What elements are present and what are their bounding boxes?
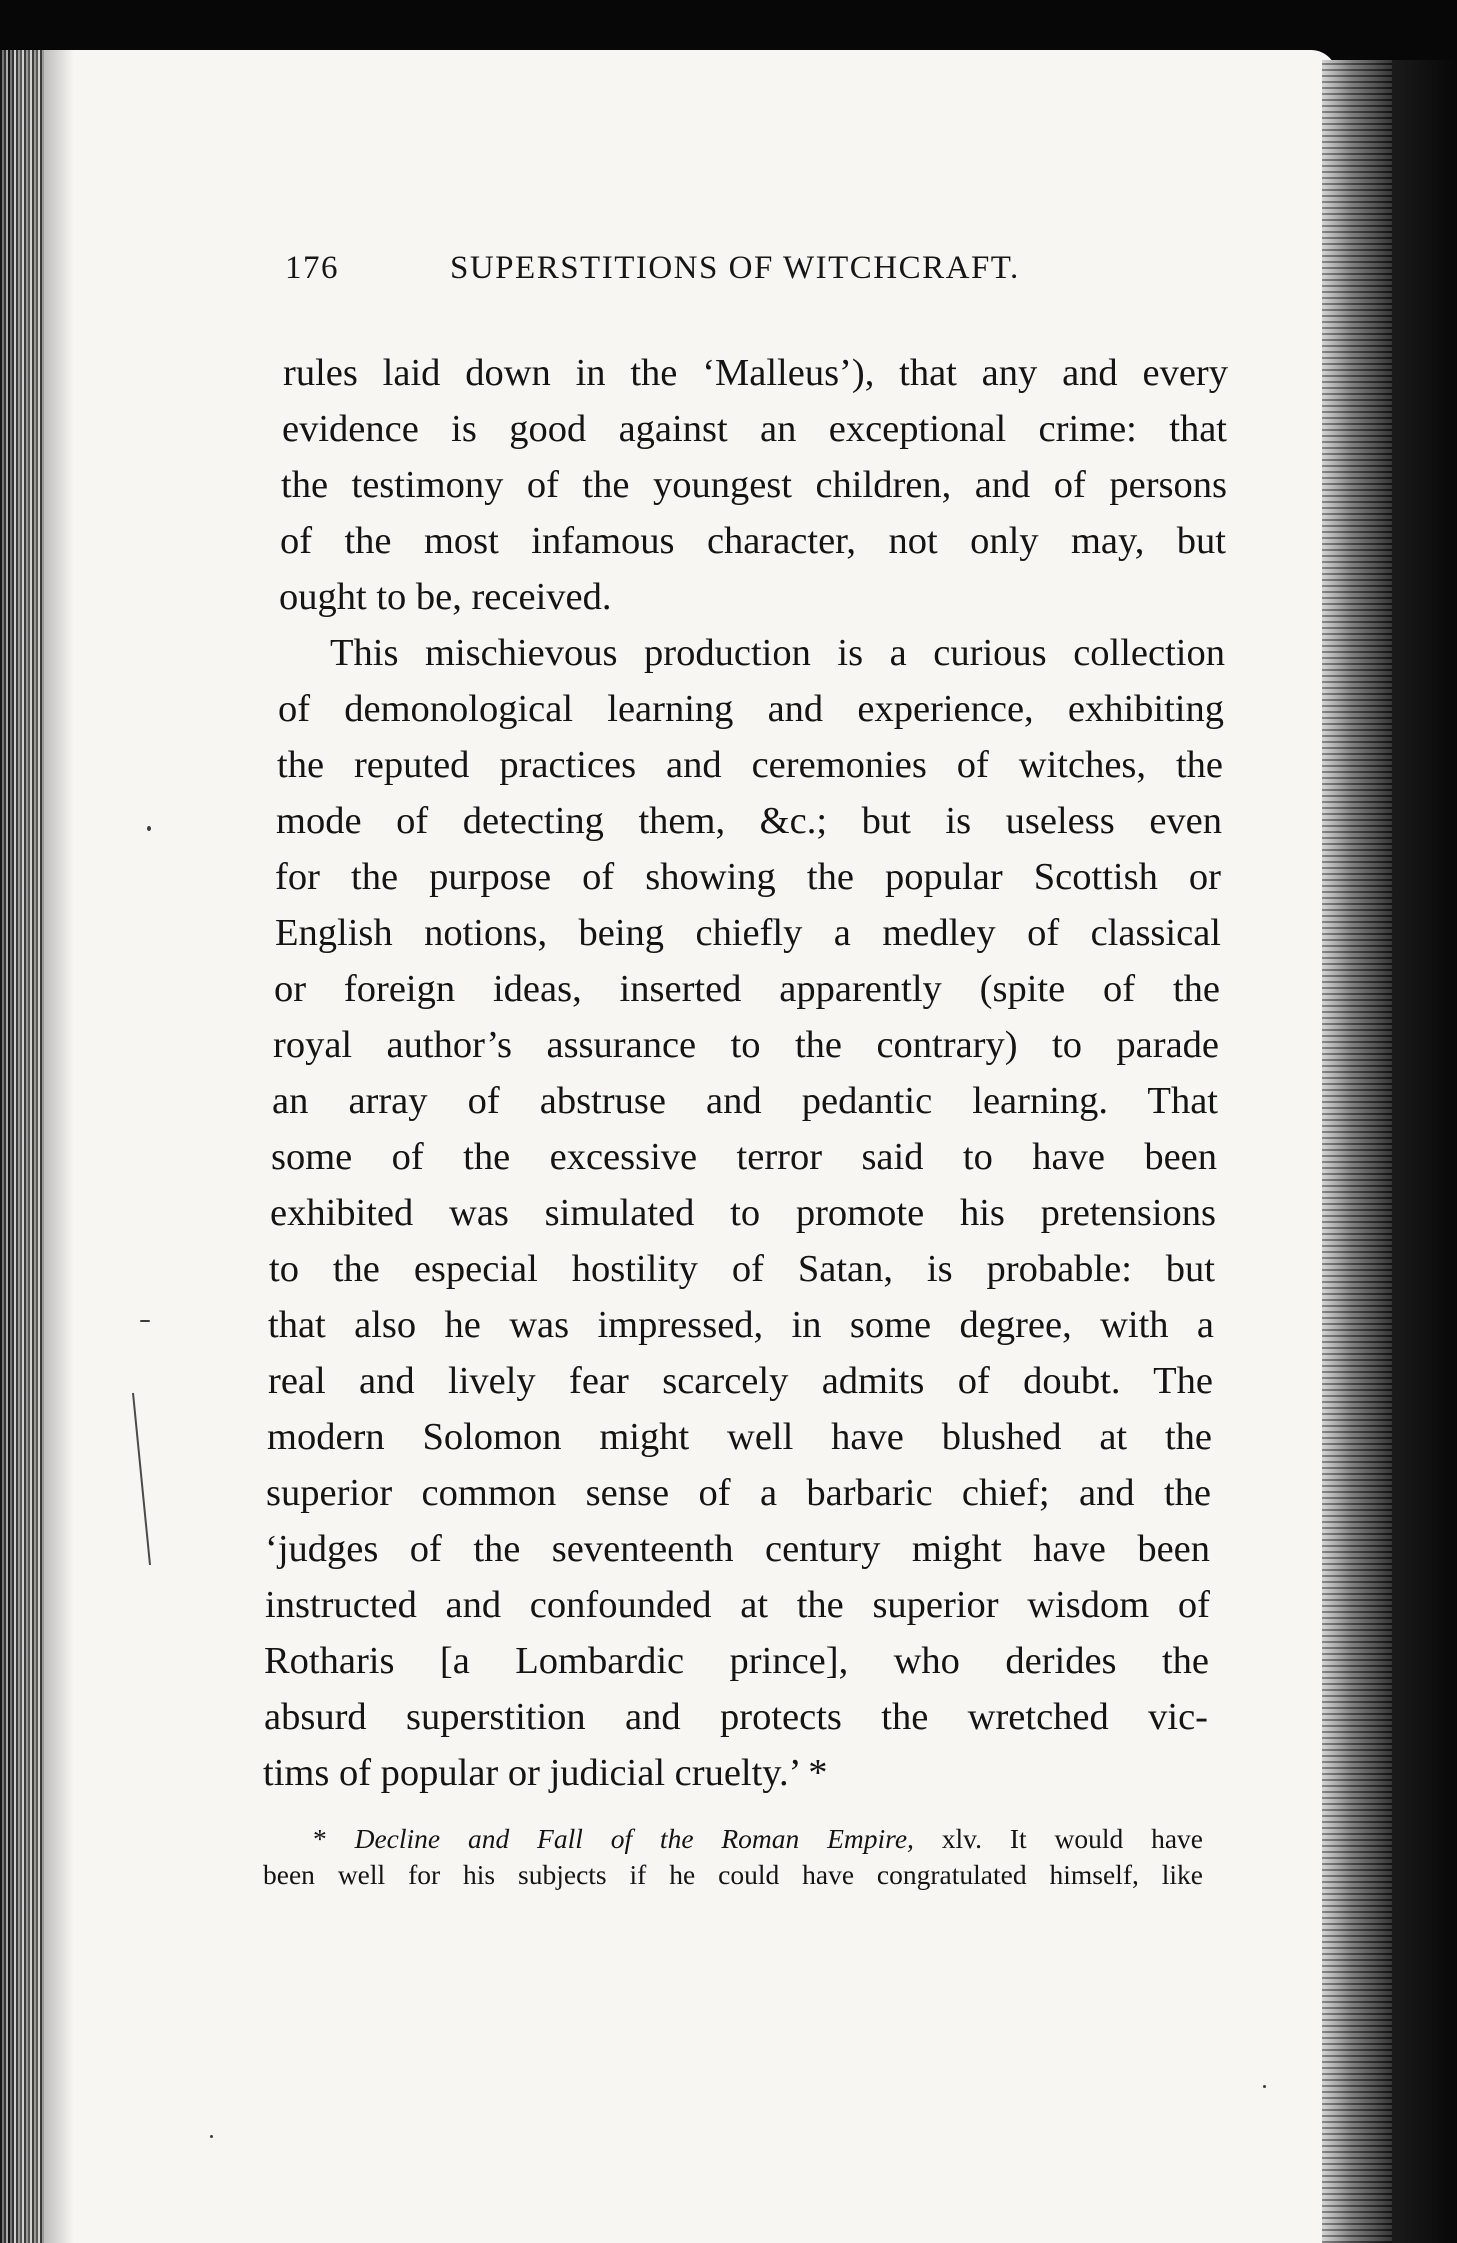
- book-binding-gutter: [0, 50, 44, 2243]
- text-line: rules laid down in the ‘Malleus’), that any and every: [283, 352, 1228, 394]
- text-line: the reputed practices and ceremonies of witches, the: [277, 744, 1223, 786]
- page-fore-edge-texture: [1322, 60, 1392, 2243]
- text-line: tims of popular or judicial cruelty.’ *: [263, 1752, 828, 1794]
- text-line: modern Solomon might well have blushed at the: [267, 1416, 1212, 1458]
- scan-speck: [210, 2135, 213, 2138]
- text-line: instructed and confounded at the superior wisdom of: [265, 1584, 1210, 1626]
- text-line: of demonological learning and experience, exhibiting: [278, 688, 1224, 730]
- footnote-text: xlv. It would have: [941, 1823, 1203, 1854]
- text-line: of the most infamous character, not only may, but: [280, 520, 1226, 562]
- text-line: English notions, being chiefly a medley of classical: [275, 912, 1221, 954]
- text-line: to the especial hostility of Satan, is probable: but: [269, 1248, 1215, 1290]
- text-line: Rotharis [a Lombardic prince], who derides the: [264, 1640, 1209, 1682]
- text-line: ‘judges of the seventeenth century might have been: [265, 1528, 1210, 1570]
- footnote-citation: Decline and Fall of the Roman Empire,: [354, 1823, 914, 1854]
- text-line: or foreign ideas, inserted apparently (spite of the: [274, 968, 1220, 1010]
- text-line: evidence is good against an exceptional crime: that: [282, 408, 1227, 450]
- text-line: the testimony of the youngest children, and of persons: [281, 464, 1227, 506]
- scan-speck: [1263, 2085, 1266, 2088]
- text-line: royal author’s assurance to the contrary) to parade: [273, 1024, 1219, 1066]
- footnote-line: [313, 1821, 1203, 1857]
- text-line: that also he was impressed, in some degree, with a: [268, 1304, 1214, 1346]
- running-head: [285, 250, 1075, 298]
- footnote-marker: *: [313, 1823, 327, 1854]
- text-line: This mischievous production is a curious collection: [330, 632, 1225, 674]
- scan-speck: [147, 826, 151, 831]
- text-line: ought to be, received.: [279, 576, 612, 618]
- page-number: 176: [285, 250, 339, 286]
- text-line: for the purpose of showing the popular Scottish or: [275, 856, 1221, 898]
- scan-speck: [140, 1320, 150, 1322]
- text-line: some of the excessive terror said to have been: [271, 1136, 1217, 1178]
- text-line: an array of abstruse and pedantic learning. That: [272, 1080, 1218, 1122]
- text-line: real and lively fear scarcely admits of doubt. The: [268, 1360, 1213, 1402]
- binding-shadow: [44, 50, 74, 2243]
- text-line: superior common sense of a barbaric chief; and the: [266, 1472, 1211, 1514]
- text-line: absurd superstition and protects the wretched vic-: [264, 1696, 1208, 1738]
- text-line: mode of detecting them, &c.; but is useless even: [276, 800, 1222, 842]
- running-title: SUPERSTITIONS OF WITCHCRAFT.: [450, 250, 1020, 286]
- text-line: exhibited was simulated to promote his pretensions: [270, 1192, 1216, 1234]
- scan-scratch: [130, 1390, 160, 1570]
- footnote-line: been well for his subjects if he could have congratulated himself, like: [263, 1859, 1203, 1890]
